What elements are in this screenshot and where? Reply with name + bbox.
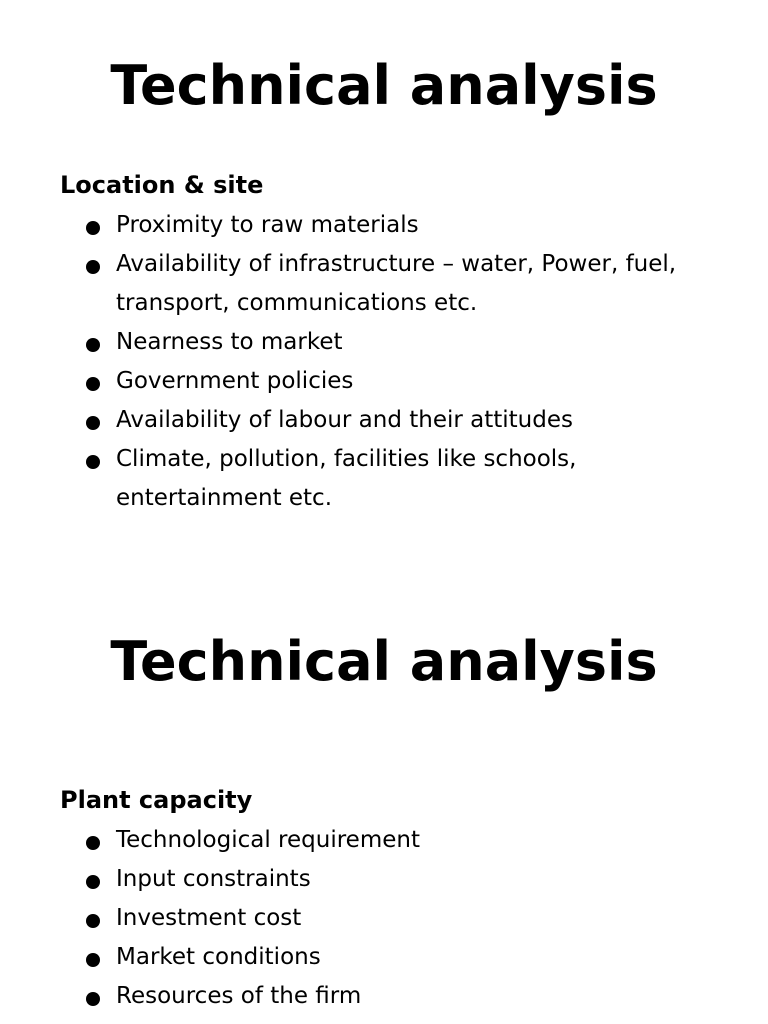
bullet-icon [84,977,116,1016]
list-item [84,206,724,245]
section-heading: Location & site [60,171,264,199]
bullet-icon [84,362,116,401]
section-heading: Plant capacity [60,786,253,814]
list-item [84,245,724,323]
list-item [84,362,724,401]
list-item [84,440,724,518]
list-item [84,821,724,860]
bullet-list [84,206,724,518]
list-item-text: Technological requirement [116,827,420,853]
list-item [84,401,724,440]
list-item-text: Availability of labour and their attitudes [116,407,573,433]
list-item-text: Nearness to market [116,329,343,355]
list-item-text: Government policies [116,368,354,394]
bullet-icon [84,899,116,938]
bullet-icon [84,206,116,245]
list-item [84,938,724,977]
slide-title: Technical analysis [110,54,658,117]
bullet-icon [84,440,116,479]
list-item-text: Availability of infrastructure – water, Power, fuel, transport, communications etc. [116,251,677,316]
list-item-text: Proximity to raw materials [116,212,419,238]
bullet-icon [84,821,116,860]
list-item-text: Market conditions [116,944,321,970]
slide-title: Technical analysis [110,630,658,693]
bullet-icon [84,938,116,977]
list-item-text: Input constraints [116,866,311,892]
bullet-icon [84,245,116,284]
bullet-icon [84,401,116,440]
list-item [84,977,724,1016]
list-item-text: Resources of the firm [116,983,362,1009]
bullet-icon [84,323,116,362]
list-item [84,860,724,899]
list-item [84,323,724,362]
list-item-text: Climate, pollution, facilities like schools, entertainment etc. [116,446,577,511]
list-item [84,899,724,938]
bullet-icon [84,860,116,899]
list-item-text: Investment cost [116,905,302,931]
bullet-list [84,821,724,1016]
